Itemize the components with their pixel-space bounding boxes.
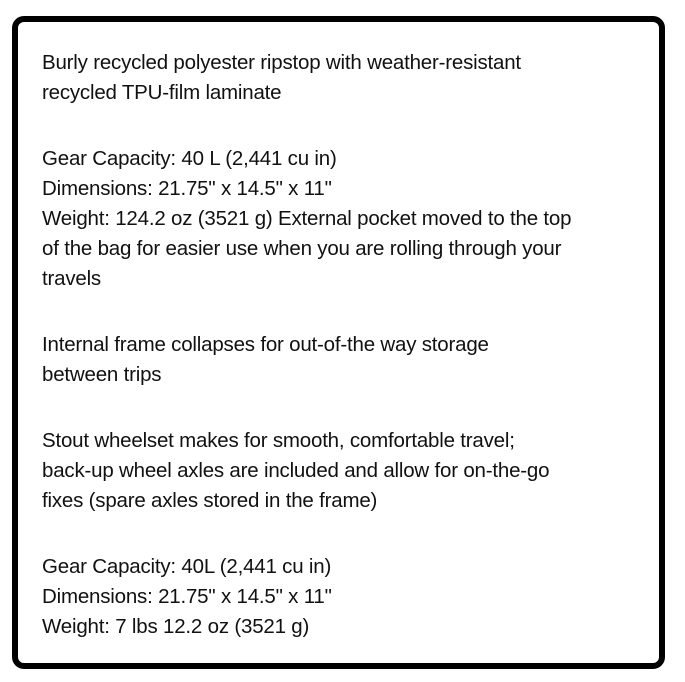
text-line: Stout wheelset makes for smooth, comfortable travel;	[42, 429, 515, 452]
frame-feature-paragraph	[42, 330, 643, 390]
text-line: Weight: 124.2 oz (3521 g) External pocket moved to the top	[42, 207, 572, 230]
text-line: Burly recycled polyester ripstop with weather-resistant	[42, 51, 521, 74]
paragraphs	[42, 48, 643, 642]
text-line: back-up wheel axles are included and allow for on-the-go	[42, 459, 550, 482]
text-line: between trips	[42, 363, 162, 386]
text-line: travels	[42, 267, 101, 290]
wheelset-feature-paragraph	[42, 426, 643, 516]
text-line: of the bag for easier use when you are rolling through your	[42, 237, 562, 260]
specs-pounds-paragraph	[42, 552, 643, 642]
specs-ounces-paragraph	[42, 144, 643, 294]
text-line: Dimensions: 21.75" x 14.5" x 11"	[42, 177, 332, 200]
text-line: Internal frame collapses for out-of-the way storage	[42, 333, 489, 356]
text-line: recycled TPU-film laminate	[42, 81, 282, 104]
fabric-description-paragraph	[42, 48, 643, 108]
product-specs-card	[12, 16, 665, 669]
text-line: Weight: 7 lbs 12.2 oz (3521 g)	[42, 615, 310, 638]
text-line: fixes (spare axles stored in the frame)	[42, 489, 378, 512]
text-line: Gear Capacity: 40L (2,441 cu in)	[42, 555, 332, 578]
text-line: Gear Capacity: 40 L (2,441 cu in)	[42, 147, 337, 170]
text-line: Dimensions: 21.75" x 14.5" x 11"	[42, 585, 332, 608]
